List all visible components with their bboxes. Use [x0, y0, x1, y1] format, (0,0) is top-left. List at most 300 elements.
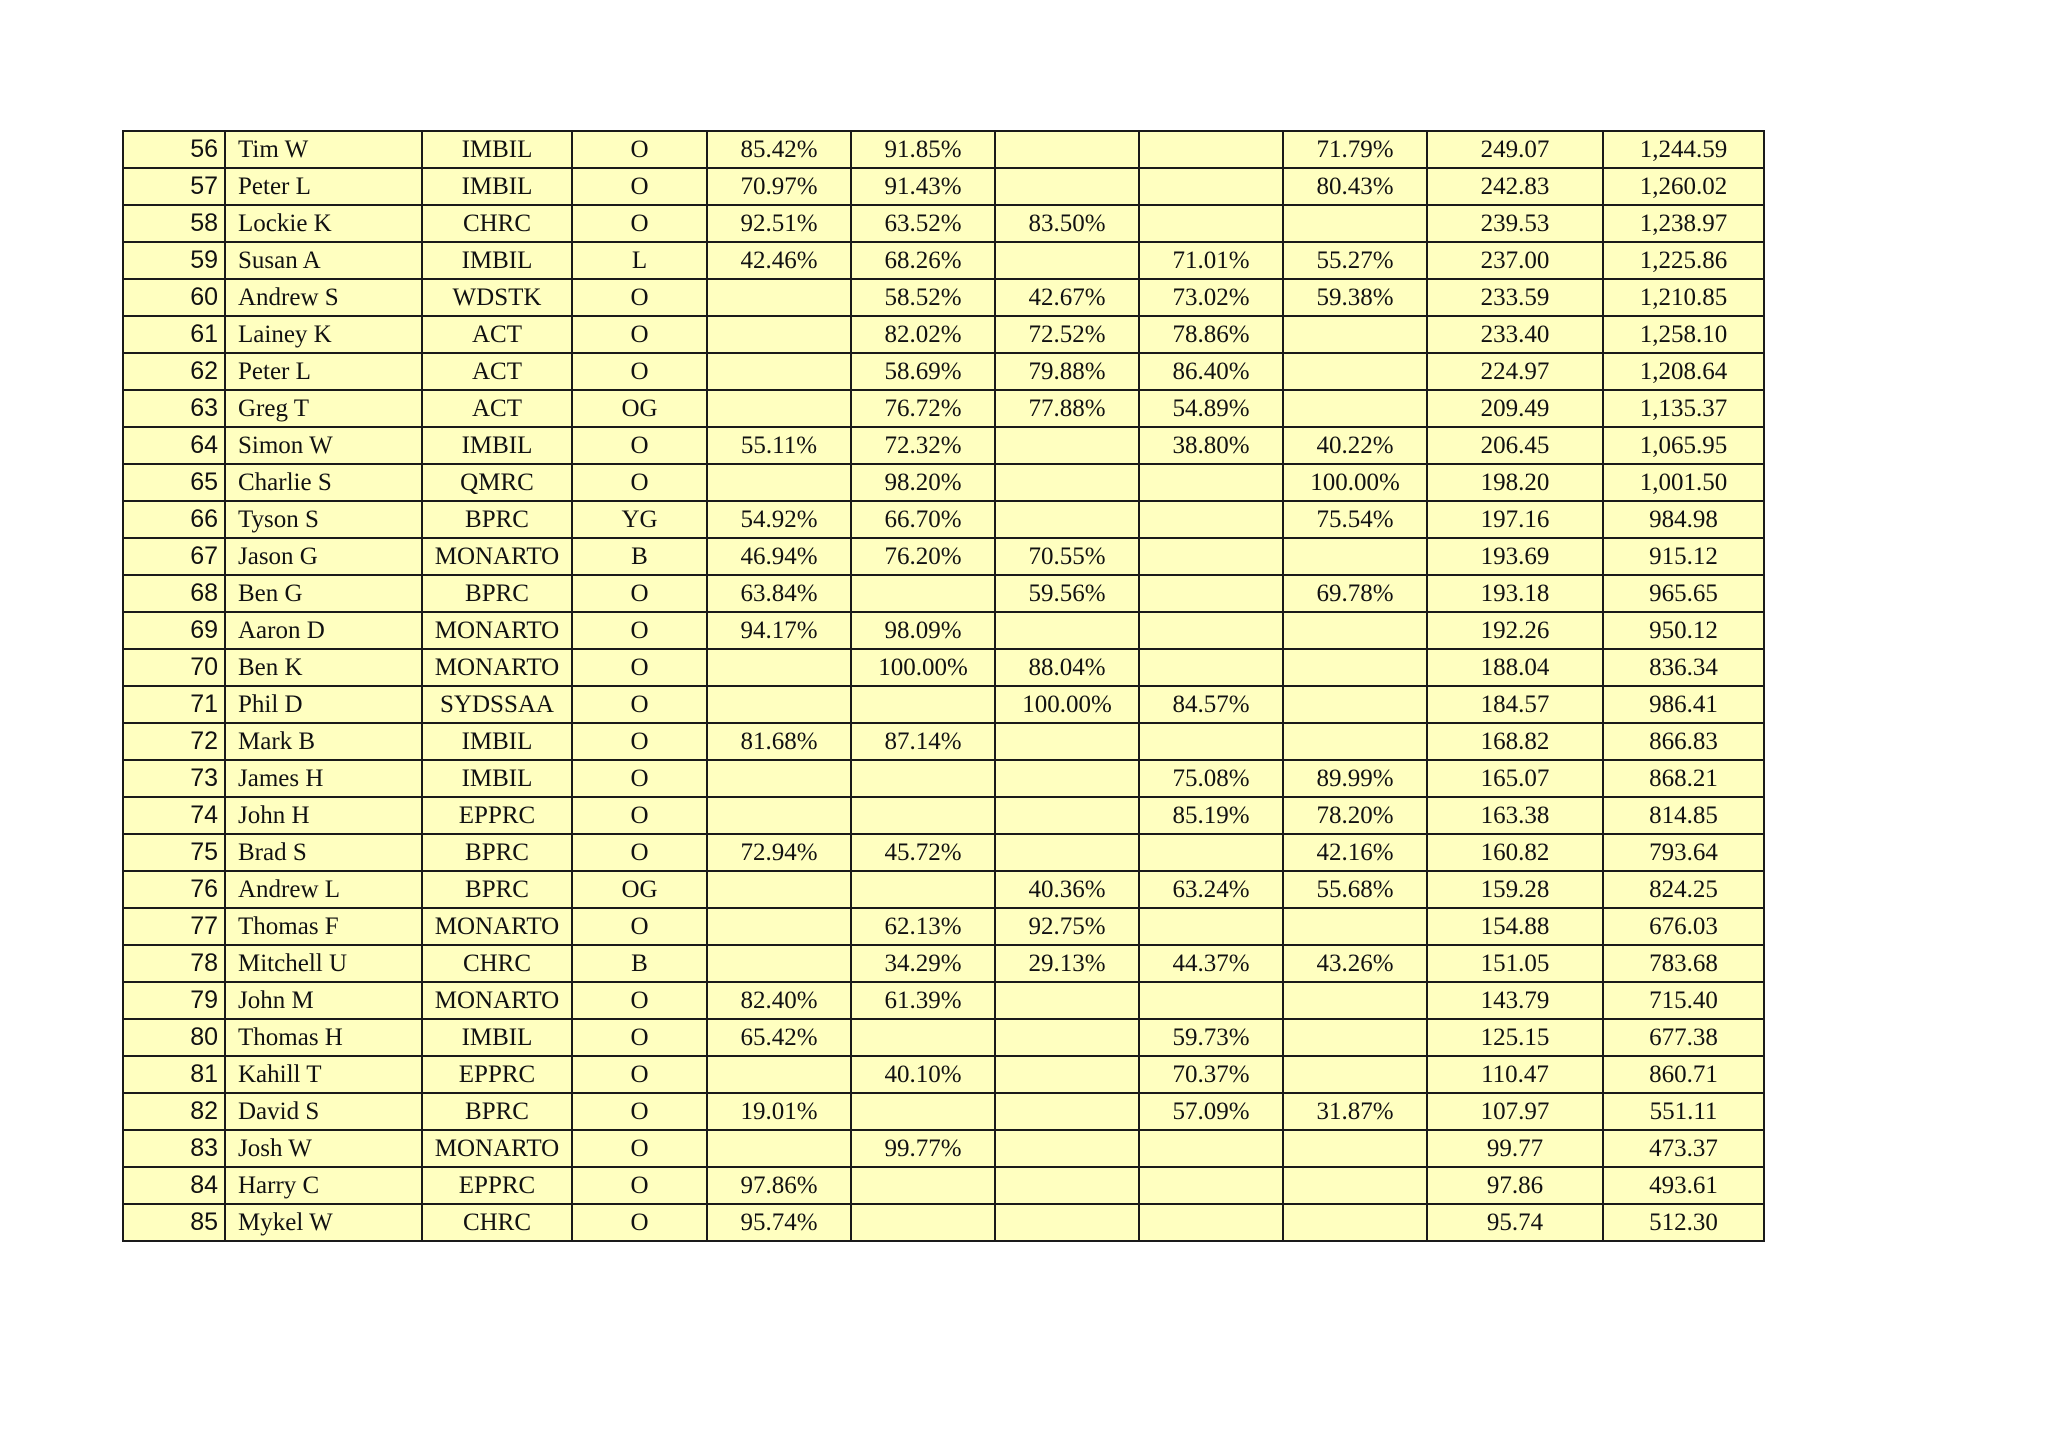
aggregate-cell: 1,244.59	[1603, 131, 1764, 168]
aggregate-cell: 860.71	[1603, 1056, 1764, 1093]
score-2-cell	[851, 1167, 995, 1204]
total-cell: 193.69	[1427, 538, 1603, 575]
total-cell: 125.15	[1427, 1019, 1603, 1056]
grade-cell: O	[572, 575, 707, 612]
grade-cell: O	[572, 353, 707, 390]
aggregate-cell: 824.25	[1603, 871, 1764, 908]
rank-cell: 67	[123, 538, 225, 575]
score-3-cell	[995, 1093, 1139, 1130]
aggregate-cell: 1,260.02	[1603, 168, 1764, 205]
grade-cell: O	[572, 279, 707, 316]
grade-cell: O	[572, 427, 707, 464]
grade-cell: YG	[572, 501, 707, 538]
aggregate-cell: 793.64	[1603, 834, 1764, 871]
club-cell: BPRC	[422, 501, 572, 538]
club-cell: BPRC	[422, 1093, 572, 1130]
grade-cell: O	[572, 316, 707, 353]
score-3-cell	[995, 131, 1139, 168]
grade-cell: O	[572, 1167, 707, 1204]
score-5-cell	[1283, 908, 1427, 945]
rank-cell: 57	[123, 168, 225, 205]
rank-cell: 62	[123, 353, 225, 390]
rank-cell: 69	[123, 612, 225, 649]
grade-cell: B	[572, 538, 707, 575]
rank-cell: 61	[123, 316, 225, 353]
score-4-cell: 86.40%	[1139, 353, 1283, 390]
grade-cell: OG	[572, 390, 707, 427]
score-1-cell	[707, 945, 851, 982]
total-cell: 242.83	[1427, 168, 1603, 205]
table-row	[123, 1019, 1764, 1056]
score-3-cell	[995, 1130, 1139, 1167]
score-4-cell: 70.37%	[1139, 1056, 1283, 1093]
score-5-cell: 69.78%	[1283, 575, 1427, 612]
results-table	[122, 130, 1765, 1242]
total-cell: 165.07	[1427, 760, 1603, 797]
total-cell: 197.16	[1427, 501, 1603, 538]
score-2-cell: 91.85%	[851, 131, 995, 168]
rank-cell: 76	[123, 871, 225, 908]
shooter-name-cell: Harry C	[225, 1167, 422, 1204]
club-cell: ACT	[422, 390, 572, 427]
score-5-cell	[1283, 1019, 1427, 1056]
grade-cell: O	[572, 908, 707, 945]
score-3-cell	[995, 464, 1139, 501]
rank-cell: 68	[123, 575, 225, 612]
club-cell: EPPRC	[422, 1056, 572, 1093]
score-1-cell	[707, 353, 851, 390]
score-5-cell: 71.79%	[1283, 131, 1427, 168]
aggregate-cell: 783.68	[1603, 945, 1764, 982]
score-1-cell: 85.42%	[707, 131, 851, 168]
aggregate-cell: 965.65	[1603, 575, 1764, 612]
rank-cell: 70	[123, 649, 225, 686]
total-cell: 224.97	[1427, 353, 1603, 390]
score-4-cell	[1139, 1167, 1283, 1204]
aggregate-cell: 551.11	[1603, 1093, 1764, 1130]
table-row	[123, 908, 1764, 945]
score-3-cell: 79.88%	[995, 353, 1139, 390]
score-4-cell: 71.01%	[1139, 242, 1283, 279]
rank-cell: 77	[123, 908, 225, 945]
shooter-name-cell: Kahill T	[225, 1056, 422, 1093]
club-cell: EPPRC	[422, 1167, 572, 1204]
score-3-cell: 59.56%	[995, 575, 1139, 612]
shooter-name-cell: Simon W	[225, 427, 422, 464]
aggregate-cell: 715.40	[1603, 982, 1764, 1019]
club-cell: WDSTK	[422, 279, 572, 316]
score-4-cell	[1139, 501, 1283, 538]
shooter-name-cell: Lockie K	[225, 205, 422, 242]
club-cell: IMBIL	[422, 723, 572, 760]
club-cell: MONARTO	[422, 1130, 572, 1167]
score-2-cell: 91.43%	[851, 168, 995, 205]
shooter-name-cell: Thomas F	[225, 908, 422, 945]
score-2-cell: 87.14%	[851, 723, 995, 760]
rank-cell: 78	[123, 945, 225, 982]
rank-cell: 71	[123, 686, 225, 723]
aggregate-cell: 1,210.85	[1603, 279, 1764, 316]
rank-cell: 83	[123, 1130, 225, 1167]
aggregate-cell: 915.12	[1603, 538, 1764, 575]
score-1-cell: 94.17%	[707, 612, 851, 649]
score-5-cell: 40.22%	[1283, 427, 1427, 464]
score-3-cell	[995, 501, 1139, 538]
score-2-cell	[851, 1204, 995, 1241]
score-3-cell: 77.88%	[995, 390, 1139, 427]
score-3-cell	[995, 242, 1139, 279]
score-1-cell	[707, 464, 851, 501]
score-2-cell: 99.77%	[851, 1130, 995, 1167]
total-cell: 233.59	[1427, 279, 1603, 316]
club-cell: CHRC	[422, 1204, 572, 1241]
aggregate-cell: 1,135.37	[1603, 390, 1764, 427]
total-cell: 237.00	[1427, 242, 1603, 279]
score-1-cell: 70.97%	[707, 168, 851, 205]
score-1-cell: 97.86%	[707, 1167, 851, 1204]
shooter-name-cell: John M	[225, 982, 422, 1019]
table-row	[123, 353, 1764, 390]
score-5-cell: 42.16%	[1283, 834, 1427, 871]
aggregate-cell: 984.98	[1603, 501, 1764, 538]
table-row	[123, 538, 1764, 575]
score-4-cell: 54.89%	[1139, 390, 1283, 427]
table-row	[123, 797, 1764, 834]
score-2-cell: 62.13%	[851, 908, 995, 945]
score-1-cell	[707, 908, 851, 945]
aggregate-cell: 868.21	[1603, 760, 1764, 797]
score-2-cell: 45.72%	[851, 834, 995, 871]
score-3-cell	[995, 1204, 1139, 1241]
score-5-cell	[1283, 1056, 1427, 1093]
table-row	[123, 982, 1764, 1019]
score-3-cell: 29.13%	[995, 945, 1139, 982]
score-3-cell	[995, 723, 1139, 760]
grade-cell: O	[572, 723, 707, 760]
score-5-cell	[1283, 686, 1427, 723]
rank-cell: 58	[123, 205, 225, 242]
aggregate-cell: 1,238.97	[1603, 205, 1764, 242]
rank-cell: 73	[123, 760, 225, 797]
rank-cell: 64	[123, 427, 225, 464]
shooter-name-cell: James H	[225, 760, 422, 797]
grade-cell: O	[572, 797, 707, 834]
aggregate-cell: 677.38	[1603, 1019, 1764, 1056]
score-4-cell: 38.80%	[1139, 427, 1283, 464]
grade-cell: O	[572, 1130, 707, 1167]
score-5-cell: 80.43%	[1283, 168, 1427, 205]
score-2-cell: 61.39%	[851, 982, 995, 1019]
grade-cell: O	[572, 982, 707, 1019]
club-cell: IMBIL	[422, 168, 572, 205]
rank-cell: 81	[123, 1056, 225, 1093]
grade-cell: O	[572, 649, 707, 686]
table-row	[123, 501, 1764, 538]
score-1-cell	[707, 1056, 851, 1093]
rank-cell: 65	[123, 464, 225, 501]
score-5-cell	[1283, 649, 1427, 686]
score-2-cell: 98.09%	[851, 612, 995, 649]
aggregate-cell: 676.03	[1603, 908, 1764, 945]
total-cell: 209.49	[1427, 390, 1603, 427]
grade-cell: O	[572, 205, 707, 242]
score-5-cell	[1283, 538, 1427, 575]
score-1-cell: 95.74%	[707, 1204, 851, 1241]
table-row	[123, 205, 1764, 242]
grade-cell: O	[572, 464, 707, 501]
score-1-cell: 82.40%	[707, 982, 851, 1019]
rank-cell: 75	[123, 834, 225, 871]
club-cell: CHRC	[422, 945, 572, 982]
club-cell: SYDSSAA	[422, 686, 572, 723]
shooter-name-cell: Phil D	[225, 686, 422, 723]
grade-cell: OG	[572, 871, 707, 908]
table-row	[123, 1056, 1764, 1093]
total-cell: 143.79	[1427, 982, 1603, 1019]
aggregate-cell: 512.30	[1603, 1204, 1764, 1241]
total-cell: 188.04	[1427, 649, 1603, 686]
aggregate-cell: 493.61	[1603, 1167, 1764, 1204]
score-4-cell: 59.73%	[1139, 1019, 1283, 1056]
score-3-cell: 40.36%	[995, 871, 1139, 908]
table-row	[123, 834, 1764, 871]
grade-cell: O	[572, 686, 707, 723]
aggregate-cell: 1,258.10	[1603, 316, 1764, 353]
total-cell: 95.74	[1427, 1204, 1603, 1241]
total-cell: 192.26	[1427, 612, 1603, 649]
shooter-name-cell: Charlie S	[225, 464, 422, 501]
score-3-cell: 92.75%	[995, 908, 1139, 945]
score-2-cell: 40.10%	[851, 1056, 995, 1093]
shooter-name-cell: Jason G	[225, 538, 422, 575]
total-cell: 168.82	[1427, 723, 1603, 760]
table-row	[123, 871, 1764, 908]
shooter-name-cell: Greg T	[225, 390, 422, 427]
score-1-cell	[707, 797, 851, 834]
rank-cell: 74	[123, 797, 225, 834]
score-3-cell	[995, 834, 1139, 871]
table-row	[123, 279, 1764, 316]
score-2-cell: 82.02%	[851, 316, 995, 353]
score-1-cell	[707, 871, 851, 908]
table-row	[123, 1167, 1764, 1204]
score-3-cell	[995, 612, 1139, 649]
score-5-cell	[1283, 1130, 1427, 1167]
score-1-cell: 92.51%	[707, 205, 851, 242]
club-cell: IMBIL	[422, 242, 572, 279]
table-row	[123, 464, 1764, 501]
table-row	[123, 1093, 1764, 1130]
score-4-cell: 84.57%	[1139, 686, 1283, 723]
table-row	[123, 686, 1764, 723]
table-row	[123, 131, 1764, 168]
shooter-name-cell: Andrew L	[225, 871, 422, 908]
rank-cell: 79	[123, 982, 225, 1019]
shooter-name-cell: Lainey K	[225, 316, 422, 353]
total-cell: 154.88	[1427, 908, 1603, 945]
table-row	[123, 945, 1764, 982]
club-cell: BPRC	[422, 871, 572, 908]
rank-cell: 60	[123, 279, 225, 316]
total-cell: 198.20	[1427, 464, 1603, 501]
shooter-name-cell: Andrew S	[225, 279, 422, 316]
rank-cell: 80	[123, 1019, 225, 1056]
shooter-name-cell: Peter L	[225, 353, 422, 390]
score-3-cell: 83.50%	[995, 205, 1139, 242]
club-cell: MONARTO	[422, 649, 572, 686]
score-3-cell	[995, 168, 1139, 205]
score-5-cell: 55.68%	[1283, 871, 1427, 908]
rank-cell: 56	[123, 131, 225, 168]
shooter-name-cell: Mitchell U	[225, 945, 422, 982]
club-cell: ACT	[422, 353, 572, 390]
score-3-cell: 42.67%	[995, 279, 1139, 316]
shooter-name-cell: Ben G	[225, 575, 422, 612]
total-cell: 159.28	[1427, 871, 1603, 908]
shooter-name-cell: John H	[225, 797, 422, 834]
score-3-cell: 100.00%	[995, 686, 1139, 723]
aggregate-cell: 1,065.95	[1603, 427, 1764, 464]
score-4-cell	[1139, 205, 1283, 242]
score-1-cell: 46.94%	[707, 538, 851, 575]
score-3-cell: 72.52%	[995, 316, 1139, 353]
score-5-cell	[1283, 982, 1427, 1019]
score-5-cell	[1283, 1167, 1427, 1204]
score-1-cell	[707, 760, 851, 797]
table-row	[123, 649, 1764, 686]
score-2-cell	[851, 1093, 995, 1130]
score-5-cell: 75.54%	[1283, 501, 1427, 538]
shooter-name-cell: Josh W	[225, 1130, 422, 1167]
score-2-cell: 76.20%	[851, 538, 995, 575]
total-cell: 206.45	[1427, 427, 1603, 464]
score-1-cell: 72.94%	[707, 834, 851, 871]
score-4-cell	[1139, 575, 1283, 612]
grade-cell: L	[572, 242, 707, 279]
total-cell: 163.38	[1427, 797, 1603, 834]
shooter-name-cell: David S	[225, 1093, 422, 1130]
aggregate-cell: 866.83	[1603, 723, 1764, 760]
total-cell: 160.82	[1427, 834, 1603, 871]
score-2-cell: 68.26%	[851, 242, 995, 279]
score-4-cell	[1139, 982, 1283, 1019]
score-4-cell: 75.08%	[1139, 760, 1283, 797]
club-cell: BPRC	[422, 834, 572, 871]
total-cell: 110.47	[1427, 1056, 1603, 1093]
table-row	[123, 390, 1764, 427]
score-3-cell	[995, 760, 1139, 797]
score-2-cell	[851, 1019, 995, 1056]
club-cell: IMBIL	[422, 760, 572, 797]
club-cell: MONARTO	[422, 538, 572, 575]
shooter-name-cell: Tim W	[225, 131, 422, 168]
score-1-cell: 42.46%	[707, 242, 851, 279]
total-cell: 184.57	[1427, 686, 1603, 723]
club-cell: MONARTO	[422, 982, 572, 1019]
aggregate-cell: 473.37	[1603, 1130, 1764, 1167]
score-3-cell: 70.55%	[995, 538, 1139, 575]
shooter-name-cell: Brad S	[225, 834, 422, 871]
shooter-name-cell: Peter L	[225, 168, 422, 205]
total-cell: 193.18	[1427, 575, 1603, 612]
grade-cell: O	[572, 1056, 707, 1093]
score-1-cell	[707, 1130, 851, 1167]
score-4-cell: 85.19%	[1139, 797, 1283, 834]
shooter-name-cell: Ben K	[225, 649, 422, 686]
total-cell: 107.97	[1427, 1093, 1603, 1130]
table-row	[123, 168, 1764, 205]
score-4-cell: 63.24%	[1139, 871, 1283, 908]
table-row	[123, 723, 1764, 760]
shooter-name-cell: Mykel W	[225, 1204, 422, 1241]
score-4-cell	[1139, 464, 1283, 501]
club-cell: IMBIL	[422, 131, 572, 168]
score-4-cell	[1139, 131, 1283, 168]
total-cell: 99.77	[1427, 1130, 1603, 1167]
table-row	[123, 612, 1764, 649]
results-body	[123, 131, 1764, 1241]
rank-cell: 84	[123, 1167, 225, 1204]
score-5-cell: 59.38%	[1283, 279, 1427, 316]
rank-cell: 82	[123, 1093, 225, 1130]
score-5-cell: 78.20%	[1283, 797, 1427, 834]
score-4-cell	[1139, 1130, 1283, 1167]
grade-cell: O	[572, 1093, 707, 1130]
table-row	[123, 242, 1764, 279]
grade-cell: B	[572, 945, 707, 982]
aggregate-cell: 1,225.86	[1603, 242, 1764, 279]
score-4-cell	[1139, 612, 1283, 649]
score-4-cell	[1139, 538, 1283, 575]
score-1-cell: 81.68%	[707, 723, 851, 760]
score-2-cell: 66.70%	[851, 501, 995, 538]
grade-cell: O	[572, 760, 707, 797]
score-2-cell: 58.69%	[851, 353, 995, 390]
score-2-cell: 34.29%	[851, 945, 995, 982]
score-1-cell: 19.01%	[707, 1093, 851, 1130]
score-3-cell	[995, 1056, 1139, 1093]
rank-cell: 63	[123, 390, 225, 427]
rank-cell: 59	[123, 242, 225, 279]
total-cell: 151.05	[1427, 945, 1603, 982]
aggregate-cell: 986.41	[1603, 686, 1764, 723]
grade-cell: O	[572, 1019, 707, 1056]
shooter-name-cell: Mark B	[225, 723, 422, 760]
score-4-cell	[1139, 834, 1283, 871]
club-cell: MONARTO	[422, 908, 572, 945]
club-cell: CHRC	[422, 205, 572, 242]
score-5-cell: 43.26%	[1283, 945, 1427, 982]
table-row	[123, 1130, 1764, 1167]
club-cell: ACT	[422, 316, 572, 353]
grade-cell: O	[572, 1204, 707, 1241]
score-3-cell	[995, 797, 1139, 834]
aggregate-cell: 1,001.50	[1603, 464, 1764, 501]
table-row	[123, 575, 1764, 612]
score-4-cell: 78.86%	[1139, 316, 1283, 353]
score-2-cell: 98.20%	[851, 464, 995, 501]
score-1-cell: 54.92%	[707, 501, 851, 538]
score-4-cell	[1139, 723, 1283, 760]
table-row	[123, 427, 1764, 464]
table-row	[123, 1204, 1764, 1241]
score-3-cell	[995, 1167, 1139, 1204]
score-3-cell	[995, 982, 1139, 1019]
score-1-cell: 63.84%	[707, 575, 851, 612]
score-3-cell	[995, 1019, 1139, 1056]
table-row	[123, 760, 1764, 797]
rank-cell: 85	[123, 1204, 225, 1241]
